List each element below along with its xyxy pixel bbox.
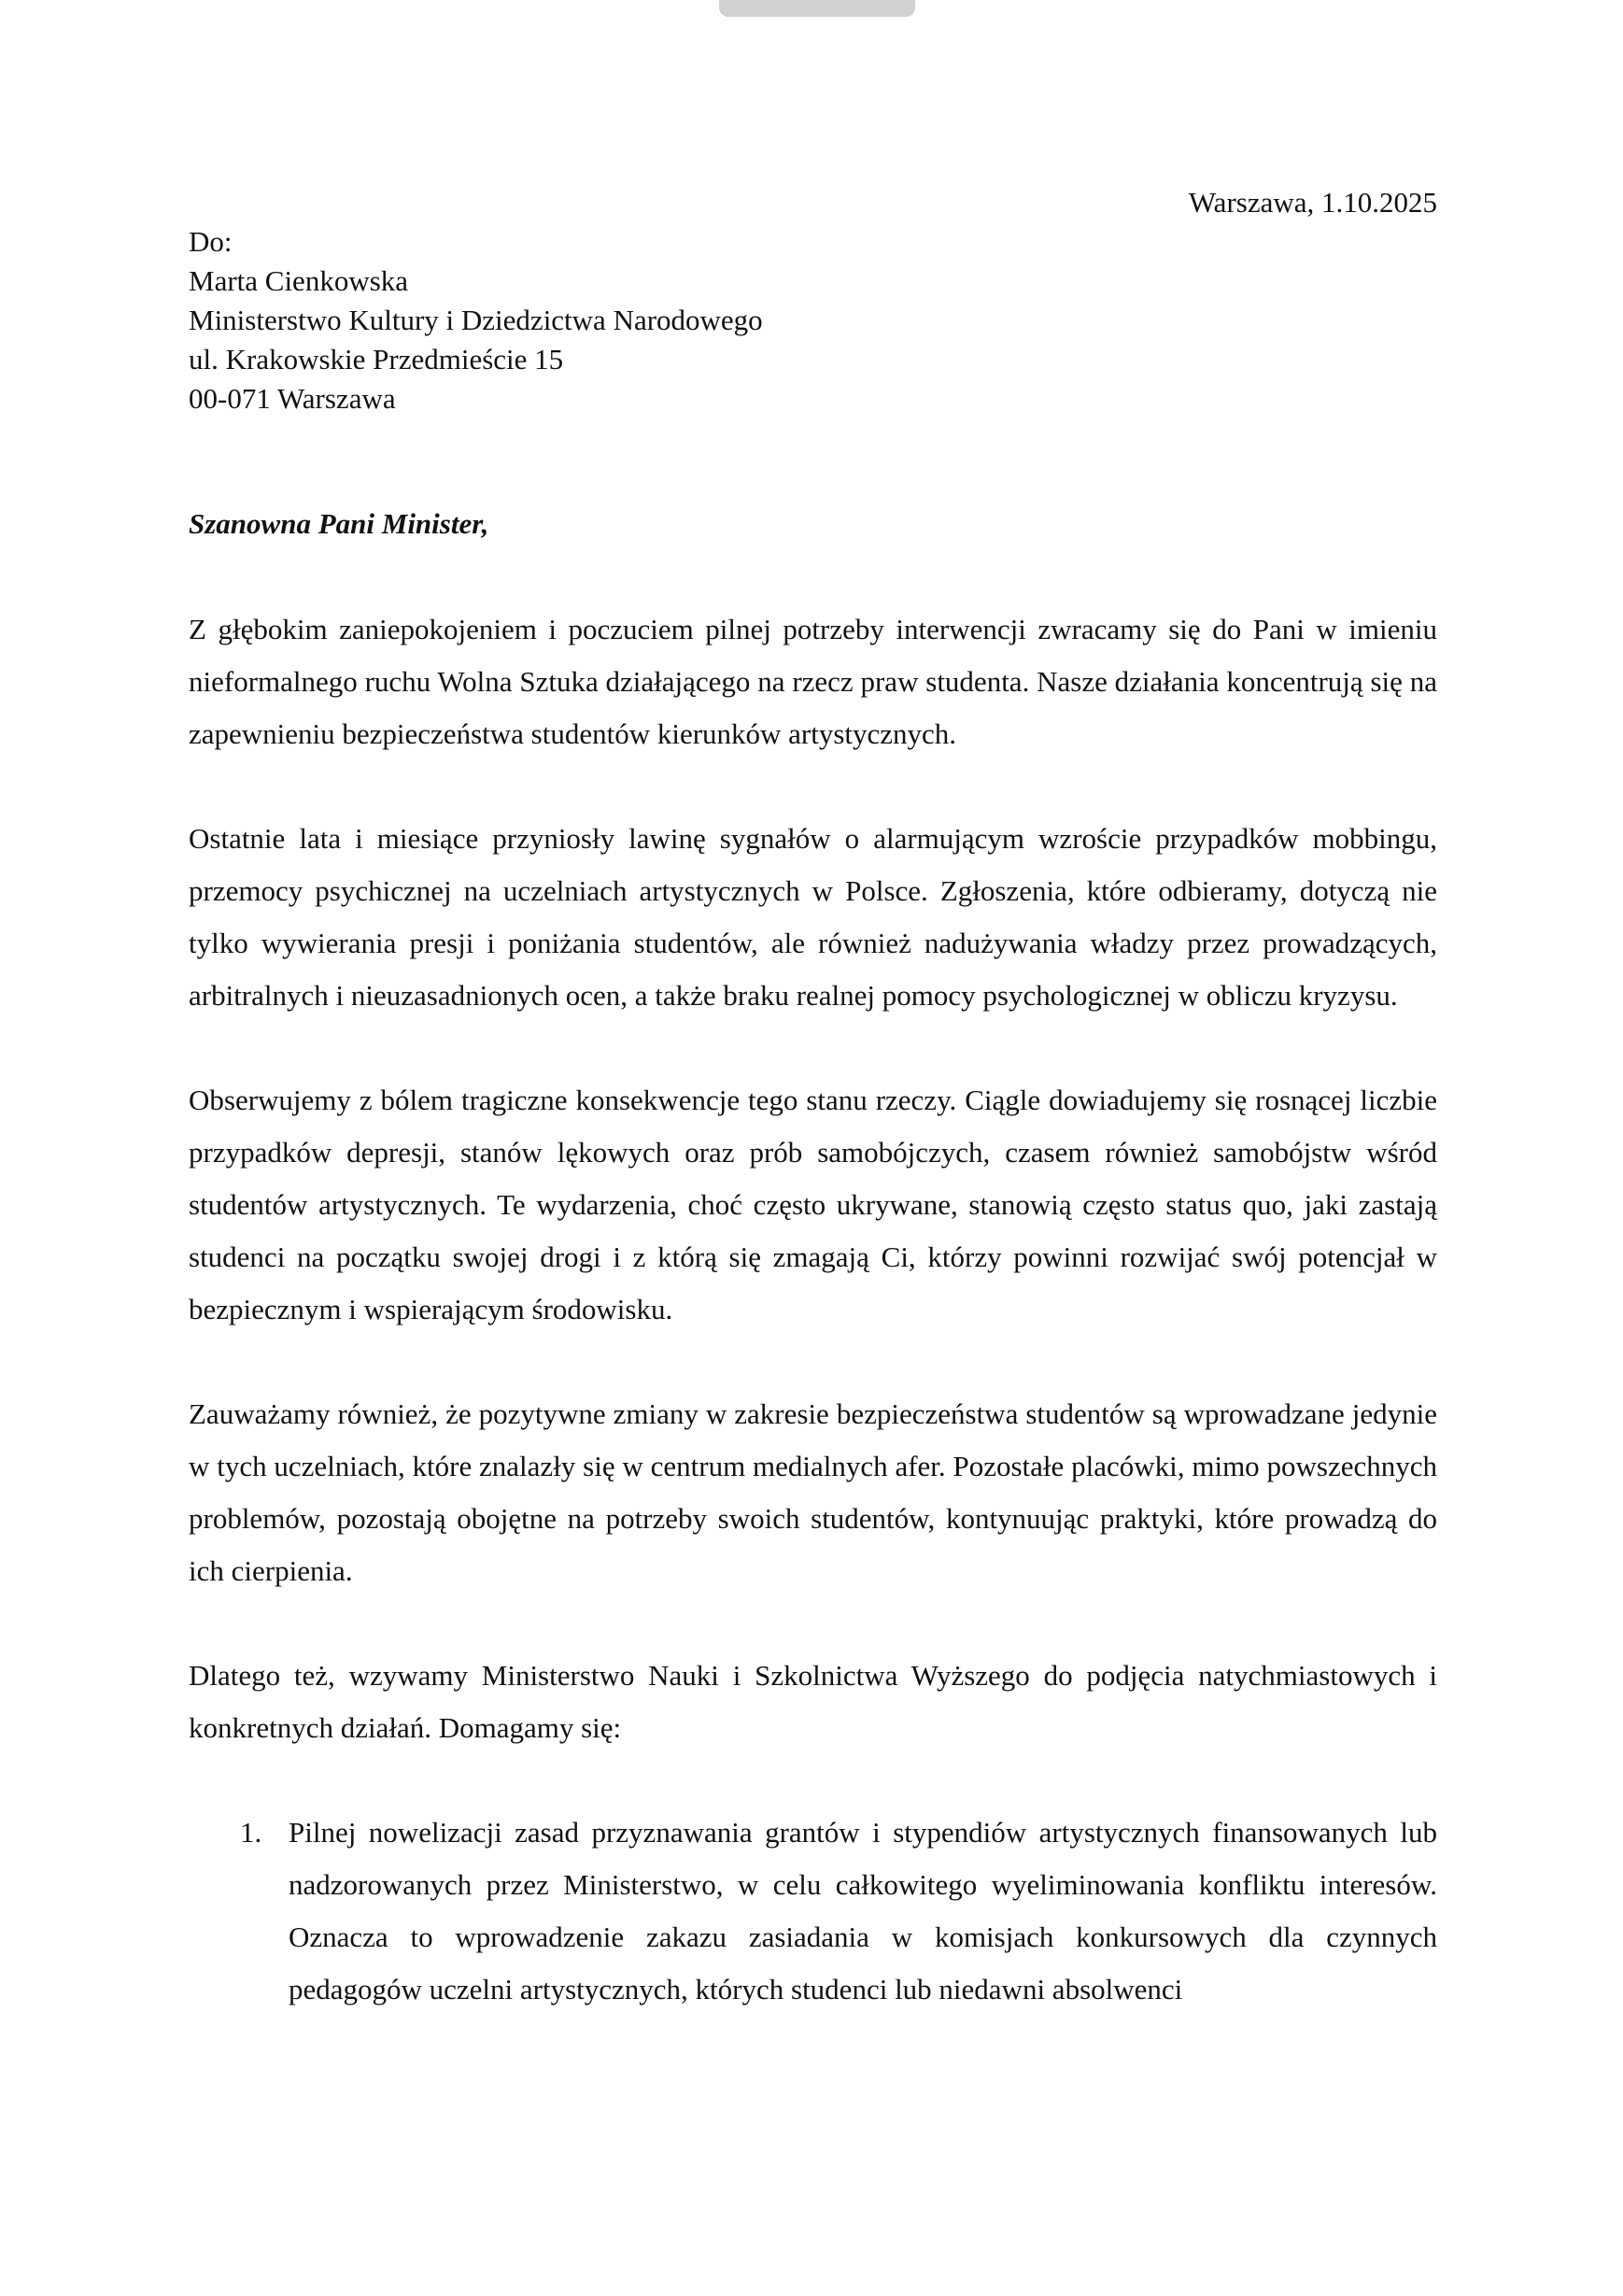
recipient-line: Ministerstwo Kultury i Dziedzictwa Narodowego — [189, 304, 763, 336]
body-paragraph: Z głębokim zaniepokojeniem i poczuciem pilnej potrzeby interwencji zwracamy się do Pani w imieniu nieformalnego ruchu Wolna Sztuka działającego na rzecz praw studenta. Nasze działania koncentrują się na zapewnieniu bezpieczeństwa studentów kierunków artystycznych. — [189, 613, 1437, 750]
demand-text: Pilnej nowelizacji zasad przyznawania grantów i stypendiów artystycznych finansowanych lub nadzorowanych przez Ministerstwo, w celu całkowitego wyeliminowania konfliktu interesów. Oznacza to wprowadzenie zakazu zasiadania w komisjach konkursowych dla czynnych pedagogów uczelni artystycznych, których studenci lub niedawni absolwenci — [289, 1816, 1437, 2005]
body-paragraph: Zauważamy również, że pozytywne zmiany w zakresie bezpieczeństwa studentów są wprowadzane jedynie w tych uczelniach, które znalazły się w centrum medialnych afer. Pozostałe placówki, mimo powszechnych problemów, pozostają obojętne na potrzeby swoich studentów, kontynuując praktyki, które prowadzą do ich cierpienia. — [189, 1397, 1437, 1587]
recipient-line: ul. Krakowskie Przedmieście 15 — [189, 343, 564, 376]
body-paragraph: Ostatnie lata i miesiące przyniosły lawinę sygnałów o alarmującym wzroście przypadków mobbingu, przemocy psychicznej na uczelniach artystycznych w Polsce. Zgłoszenia, które odbieramy, dotyczą nie tylko wywierania presji i poniżania studentów, ale również nadużywania władzy przez prowadzących, arbitralnych i nieuzasadnionych ocen, a także braku realnej pomocy psychologicznej w obliczu kryzysu. — [189, 822, 1437, 1012]
body-paragraph: Dlatego też, wzywamy Ministerstwo Nauki i Szkolnictwa Wyższego do podjęcia natychmiastowych i konkretnych działań. Domagamy się: — [189, 1659, 1437, 1744]
greeting: Szanowna Pani Minister, — [189, 507, 489, 540]
body-paragraph: Obserwujemy z bólem tragiczne konsekwencje tego stanu rzeczy. Ciągle dowiadujemy się rosnącej liczbie przypadków depresji, stanów lękowych oraz prób samobójczych, czasem również samobójstw wśród studentów artystycznych. Te wydarzenia, choć często ukrywane, stanowią często status quo, jaki zastają studenci na początku swojej drogi i z którą się zmagają Ci, którzy powinni rozwijać swój potencjał w bezpiecznym i wspierającym środowisku. — [189, 1084, 1437, 1325]
recipient-line: Marta Cienkowska — [189, 264, 409, 297]
demand-number: 1. — [240, 1816, 262, 1849]
recipient-address — [189, 222, 763, 418]
demands-list — [189, 1807, 1437, 2016]
recipient-line: Do: — [189, 225, 233, 258]
recipient-line: 00-071 Warszawa — [189, 382, 396, 415]
demand-item — [189, 1807, 1437, 2016]
letter-body — [189, 603, 1437, 2016]
page-indicator — [719, 0, 915, 17]
letter-date: Warszawa, 1.10.2025 — [1188, 186, 1437, 219]
